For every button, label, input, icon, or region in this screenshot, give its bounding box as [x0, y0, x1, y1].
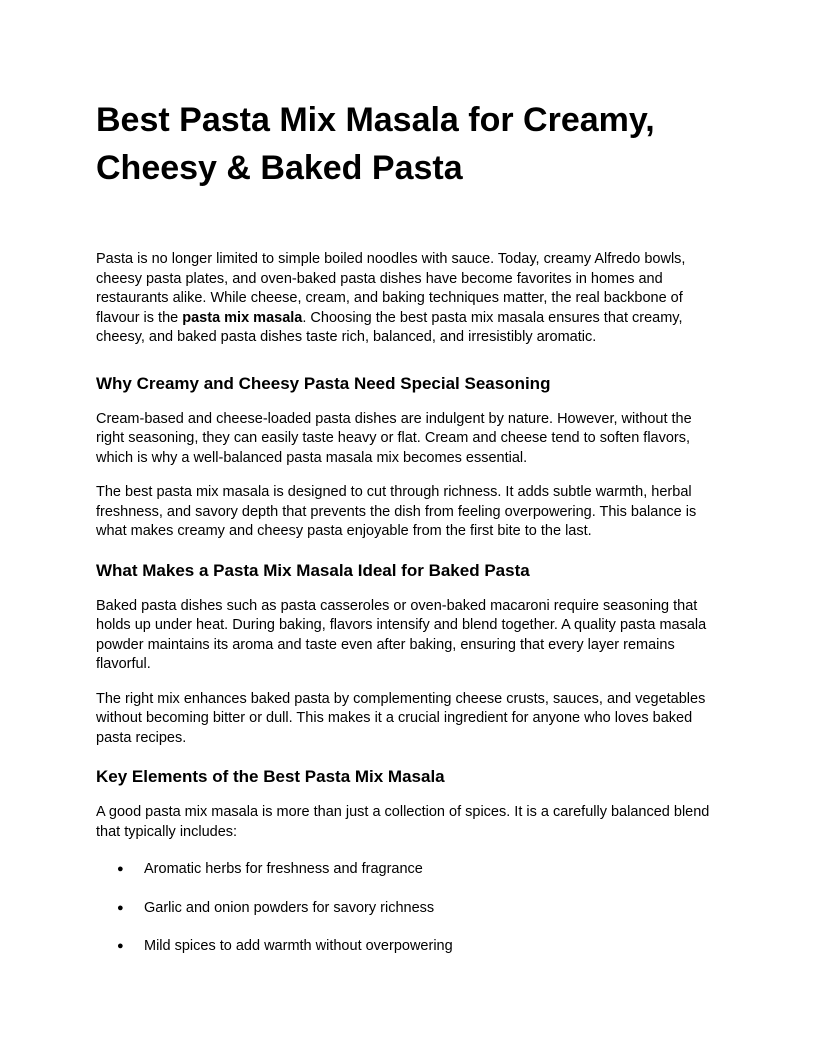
section1-paragraph-2: The best pasta mix masala is designed to cut through richness. It adds subtle warmth, herbal freshness, and savory depth that prevents the dish from feeling overpowering. This balance is what makes creamy and cheesy pasta enjoyable from the first bite to the last. [96, 484, 697, 539]
section3-heading: Key Elements of the Best Pasta Mix Masala [96, 767, 445, 786]
document-title: Best Pasta Mix Masala for Creamy, Cheesy & Baked Pasta [96, 101, 655, 187]
section3-paragraph-1: A good pasta mix masala is more than just a collection of spices. It is a carefully balanced blend that typically includes: [96, 804, 710, 840]
intro-paragraph [96, 250, 720, 348]
bullet-icon: ● [117, 901, 124, 914]
list-item [96, 899, 720, 919]
bullet-icon: ● [117, 863, 124, 875]
list-item-text: Aromatic herbs for freshness and fragrance [144, 861, 423, 877]
section1-heading: Why Creamy and Cheesy Pasta Need Special Seasoning [96, 373, 551, 393]
intro-text-before: Pasta is no longer limited to simple boiled noodles with sauce. Today, creamy Alfredo bowls, cheesy pasta plates, and oven-baked pasta dishes have become favorites in homes and restaurants alike. While cheese, cream, and baking techniques matter, the real backbone of flavour is the [96, 251, 686, 326]
intro-text-after: . Choosing the best pasta mix masala ensures that creamy, cheesy, and baked pasta dishes taste rich, balanced, and irresistibly aromatic. [96, 309, 683, 345]
section2-paragraph-2: The right mix enhances baked pasta by complementing cheese crusts, sauces, and vegetables without becoming bitter or dull. This makes it a crucial ingredient for anyone who loves baked pasta recipes. [96, 690, 706, 746]
document-body [96, 96, 720, 976]
list-item-text: Mild spices to add warmth without overpowering [144, 938, 453, 954]
section2-heading: What Makes a Pasta Mix Masala Ideal for Baked Pasta [96, 560, 530, 580]
section2-paragraph-1: Baked pasta dishes such as pasta casseroles or oven-baked macaroni require seasoning that holds up under heat. During baking, flavors intensify and blend together. A quality pasta masala powder maintains its aroma and taste even after baking, ensuring that every layer remains flavorful. [96, 597, 707, 672]
list-item-text: Garlic and onion powders for savory richness [144, 899, 435, 916]
intro-bold-keyword: pasta mix masala [182, 309, 303, 326]
list-item [96, 937, 720, 957]
section1-paragraph-1: Cream-based and cheese-loaded pasta dishes are indulgent by nature. However, without the right seasoning, they can easily taste heavy or flat. Cream and cheese tend to soften flavors, which is why a well-balanced pasta masala mix becomes essential. [96, 410, 692, 466]
bullet-icon: ● [117, 940, 124, 952]
ingredient-list [96, 860, 720, 957]
list-item [96, 860, 720, 880]
